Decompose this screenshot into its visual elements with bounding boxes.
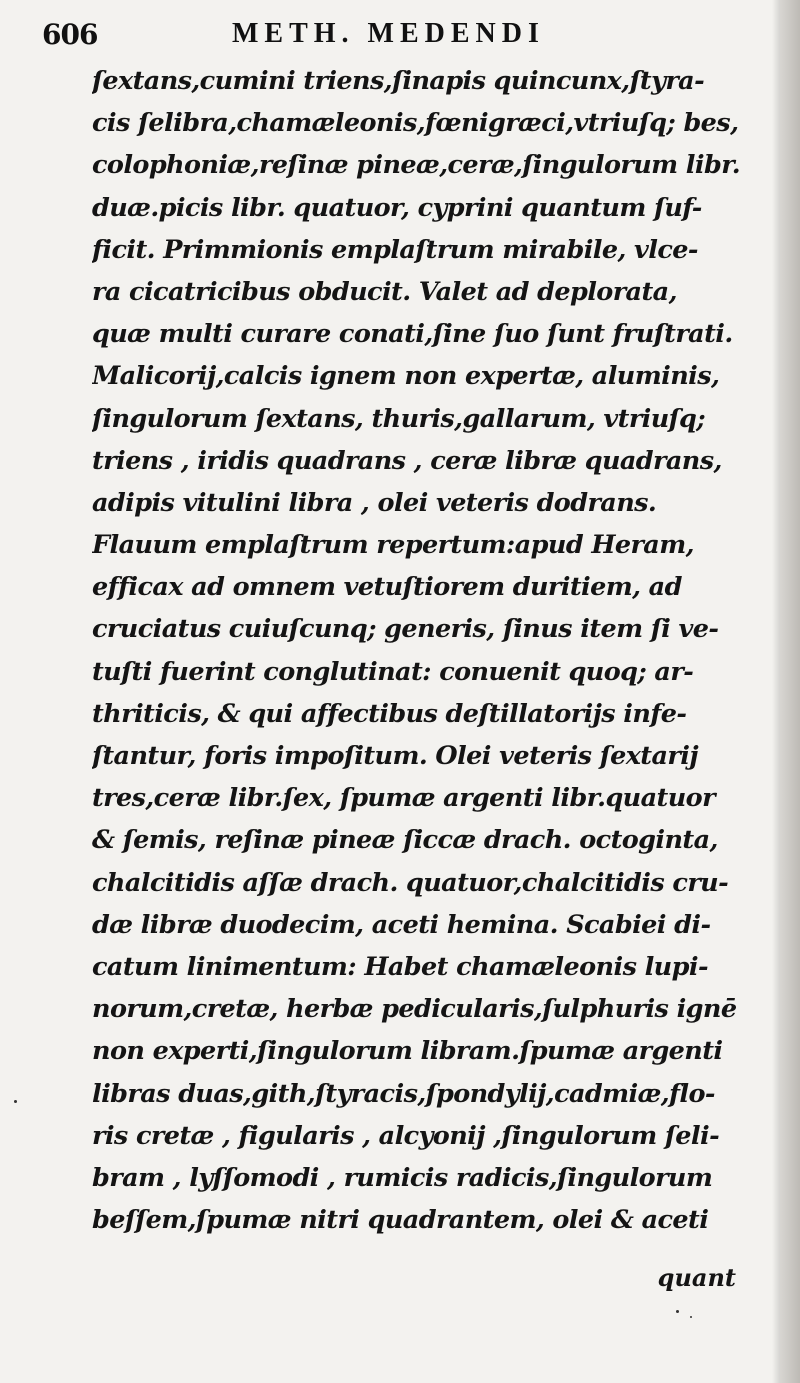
text-line: adipis vitulini libra , olei veteris dodrans. [92,487,657,518]
text-line: Malicorij,calcis ignem non expertæ, aluminis, [92,361,720,392]
text-line: thriticis, & qui affectibus deſtillatorijs infe- [92,698,687,729]
text-line: beſſem,ſpumæ nitri quadrantem, olei & aceti [92,1205,709,1236]
catchword: quant [657,1263,736,1292]
text-line: ſtantur, foris impoſitum. Olei veteris ſextarij [92,741,698,771]
text-line: Flauum emplaſtrum repertum:apud Heram, [92,530,694,561]
text-line: non experti,ſingulorum libram.ſpumæ argenti [92,1036,723,1067]
text-line: efficax ad omnem vetuſtiorem duritiem, ad [92,572,682,603]
text-line: dæ libræ duodecim, aceti hemina. Scabiei di- [92,909,711,940]
text-line: quæ multi curare conati,ſine ſuo ſunt fruſtrati. [92,319,733,350]
text-line: duæ.picis libr. quatuor, cyprini quantum ſuf- [92,192,702,223]
text-line: & ſemis, reſinæ pineæ ſiccæ drach. octoginta, [92,825,718,856]
text-line: tuſti fuerint conglutinat: conuenit quoq; ar- [92,656,694,687]
scan-margin [780,0,800,1383]
text-line: ris cretæ , figularis , alcyonij ,ſingulorum ſeli- [92,1120,720,1151]
page-edge-shadow [772,0,780,1383]
page-number: 606 [42,18,98,51]
text-line: catum linimentum: Habet chamæleonis lupi- [92,951,708,982]
text-line: cis ſelibra,chamæleonis,fœnigræci,vtriuſq; bes, [92,108,739,139]
text-line: bram , lyſſomodi , rumicis radicis,ſingulorum [92,1162,713,1193]
paper-speck [14,1100,17,1103]
text-block [92,60,764,1241]
text-line: ficit. Primmionis emplaſtrum mirabile, vlce- [92,234,698,265]
running-title: METH. MEDENDI [232,18,545,49]
text-line: libras duas,gith,ſtyracis,ſpondylij,cadmiæ,flo- [92,1078,715,1109]
text-line: tres,ceræ libr.ſex, ſpumæ argenti libr.quatuor [92,783,715,814]
text-line: colophoniæ,reſinæ pineæ,ceræ,ſingulorum libr. [92,150,740,181]
text-line: ſextans,cumini triens,ſinapis quincunx,ſtyra- [92,66,705,96]
running-head [42,12,762,56]
text-line: ra cicatricibus obducit. Valet ad deplorata, [92,276,677,307]
text-line: cruciatus cuiuſcunq; generis, ſinus item ſi ve- [92,614,719,645]
paper-speck [676,1310,679,1313]
paper-speck [690,1316,692,1318]
text-line: triens , iridis quadrans , ceræ libræ quadrans, [92,445,722,476]
text-line: ſingulorum ſextans, thuris,gallarum, vtriuſq; [92,403,706,434]
text-line: chalcitidis aſſæ drach. quatuor,chalcitidis cru- [92,867,729,898]
text-line: norum,cretæ, herbæ pedicularis,ſulphuris ignē [92,994,737,1025]
